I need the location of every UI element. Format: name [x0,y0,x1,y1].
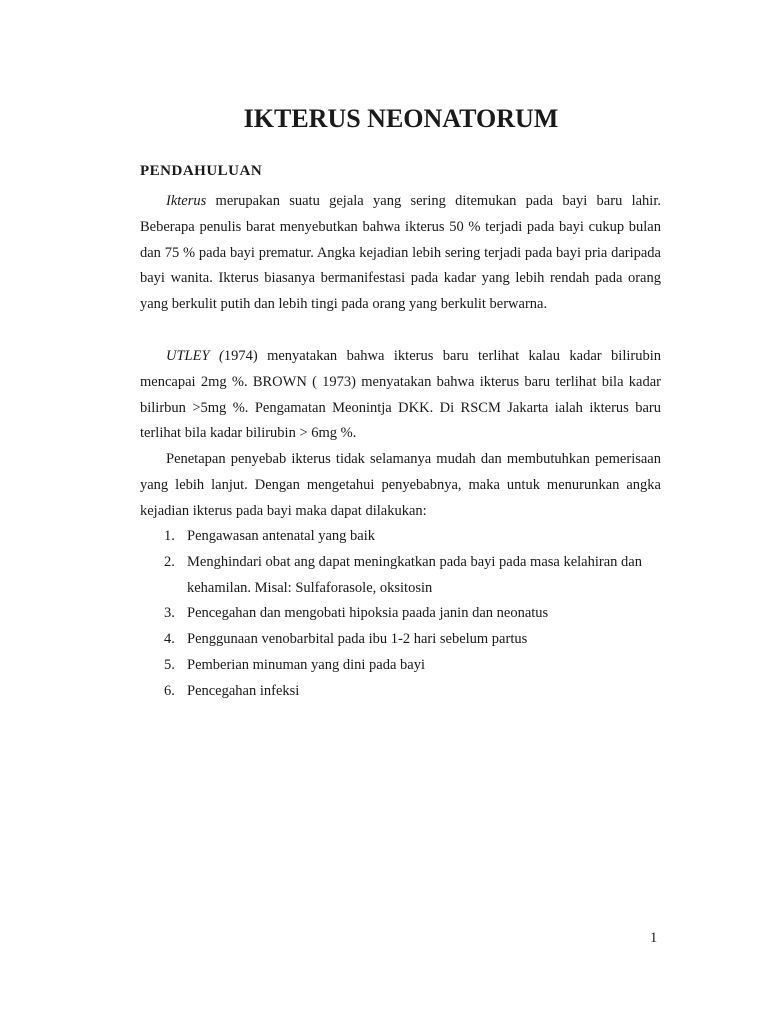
list-item-number: 5. [164,656,175,673]
list-item [140,679,665,705]
list-item [140,627,665,653]
list-item-text: Pemberian minuman yang dini pada bayi [187,656,425,673]
list-item [140,524,665,550]
list-item-number: 2. [164,553,175,570]
page-number: 1 [650,930,658,946]
list-item [140,550,665,602]
list-item-number: 4. [164,631,175,648]
paragraph-text: 1974) menyatakan bahwa ikterus baru terlihat kalau kadar bilirubin mencapai 2mg %. BROWN ( 1973) menyatakan bahwa ikterus baru terlihat bila kadar bilirbun >5mg %. Pengamatan Meonintja DKK. Di RSCM Jakarta ialah ikterus baru terlihat bila kadar bilirubin > 6mg %. [140,348,661,442]
paragraph-text: Penetapan penyebab ikterus tidak selamanya mudah dan membutuhkan pemerisaan yang lebih lanjut. Dengan mengetahui penyebabnya, maka untuk menurunkan angka kejadian ikterus pada bayi maka dapat dilakukan: [140,451,661,519]
list-item-number: 1. [164,528,175,544]
paragraph-lead: Ikterus [166,193,207,209]
prevention-list [140,524,665,705]
section-heading: PENDAHULUAN [140,163,263,179]
list-item-text: Pengawasan antenatal yang baik [187,528,376,544]
list-item [140,601,665,627]
list-item-number: 3. [164,605,175,622]
document-title: IKTERUS NEONATORUM [243,104,559,133]
list-item-text: Pencegahan dan mengobati hipoksia paada janin dan neonatus [187,605,549,622]
list-item-text: Pencegahan infeksi [187,682,300,699]
list-item-text: Penggunaan venobarbital pada ibu 1-2 hari sebelum partus [187,631,528,648]
list-item [140,653,665,679]
paragraph-bilirubin [140,344,661,447]
list-item-text: Menghindari obat ang dapat meningkatkan pada bayi pada masa kelahiran dan kehamilan. Misal: Sulfaforasole, oksitosin [187,553,642,596]
list-item-number: 6. [164,682,175,699]
paragraph-lead: UTLEY ( [166,348,224,364]
paragraph-intro [140,189,661,318]
paragraph-text: merupakan suatu gejala yang sering ditemukan pada bayi baru lahir. Beberapa penulis barat menyebutkan bahwa ikterus 50 % terjadi pada bayi cukup bulan dan 75 % pada bayi prematur. Angka kejadian lebih sering terjadi pada bayi pria daripada bayi wanita. Ikterus biasanya bermanifestasi pada kadar yang lebih rendah pada orang yang berkulit putih dan lebih tingi pada orang yang berkulit berwarna. [140,193,661,313]
paragraph-prevention [140,447,661,524]
